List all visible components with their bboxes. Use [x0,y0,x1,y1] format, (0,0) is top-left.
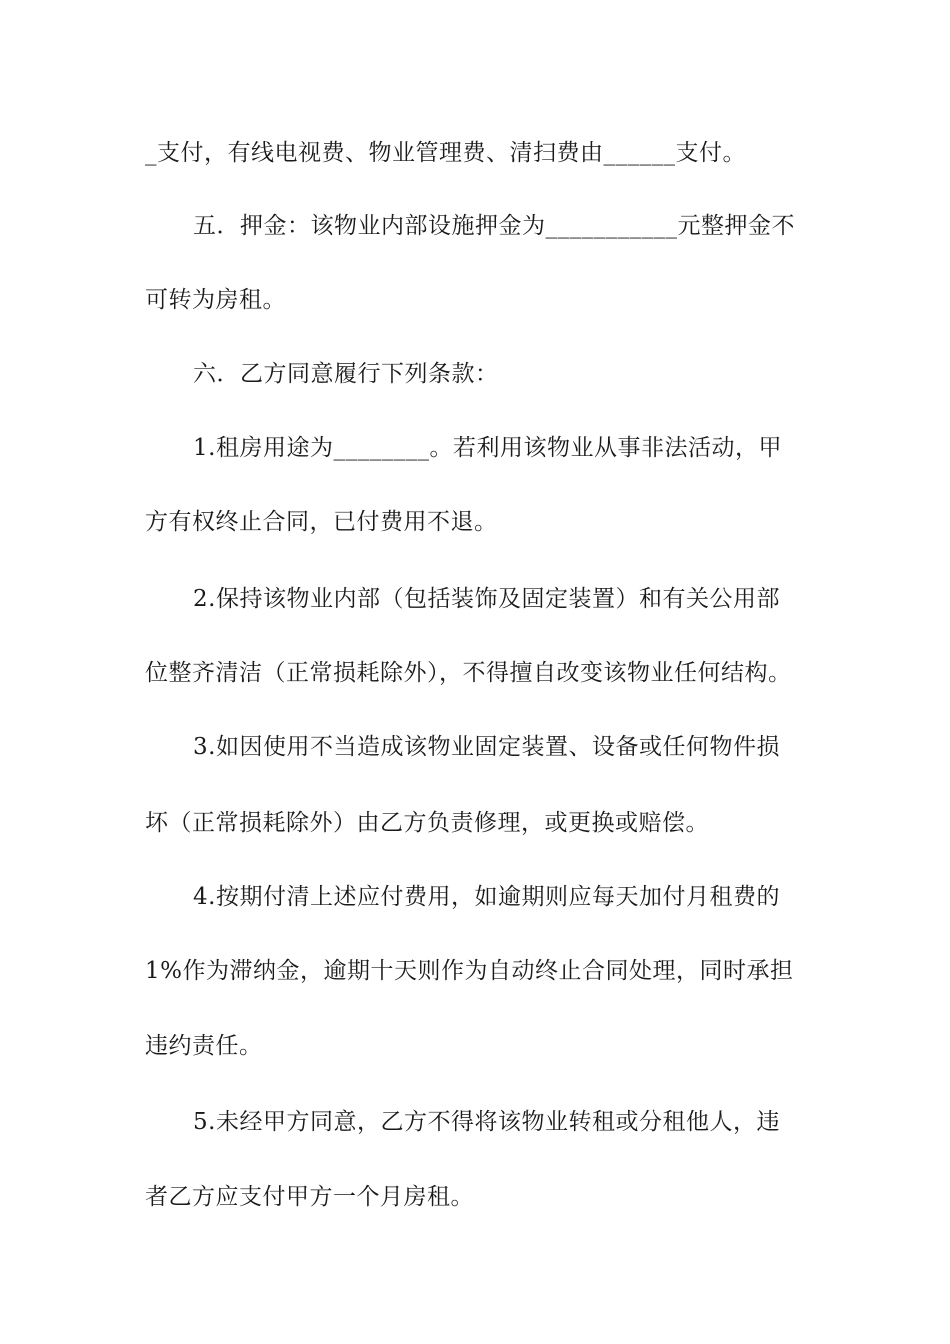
text-line-clause-5-continued: 者乙方应支付甲方一个月房租。 [145,1184,474,1210]
text-line-deposit-heading: 五．押金：该物业内部设施押金为___________元整押金不 [193,213,795,239]
text-line-section-six-heading: 六．乙方同意履行下列条款： [193,361,499,387]
text-line-clause-1: 1.租房用途为________。若利用该物业从事非法活动，甲 [193,435,782,461]
text-line-payment: _支付，有线电视费、物业管理费、清扫费由______支付。 [145,140,746,166]
text-line-clause-2-continued: 位整齐清洁（正常损耗除外），不得擅自改变该物业任何结构。 [145,660,792,686]
text-line-deposit-continued: 可转为房租。 [145,287,286,313]
text-line-clause-4-continued: 1%作为滞纳金，逾期十天则作为自动终止合同处理，同时承担 [145,958,794,984]
text-line-clause-5: 5.未经甲方同意，乙方不得将该物业转租或分租他人，违 [193,1109,780,1135]
text-line-clause-4-end: 违约责任。 [145,1033,263,1059]
text-line-clause-3-continued: 坏（正常损耗除外）由乙方负责修理，或更换或赔偿。 [145,810,709,836]
text-line-clause-3: 3.如因使用不当造成该物业固定装置、设备或任何物件损 [193,734,780,760]
text-line-clause-4: 4.按期付清上述应付费用，如逾期则应每天加付月租费的 [193,884,780,910]
text-line-clause-1-continued: 方有权终止合同，已付费用不退。 [145,509,498,535]
text-line-clause-2: 2.保持该物业内部（包括装饰及固定装置）和有关公用部 [193,586,780,612]
